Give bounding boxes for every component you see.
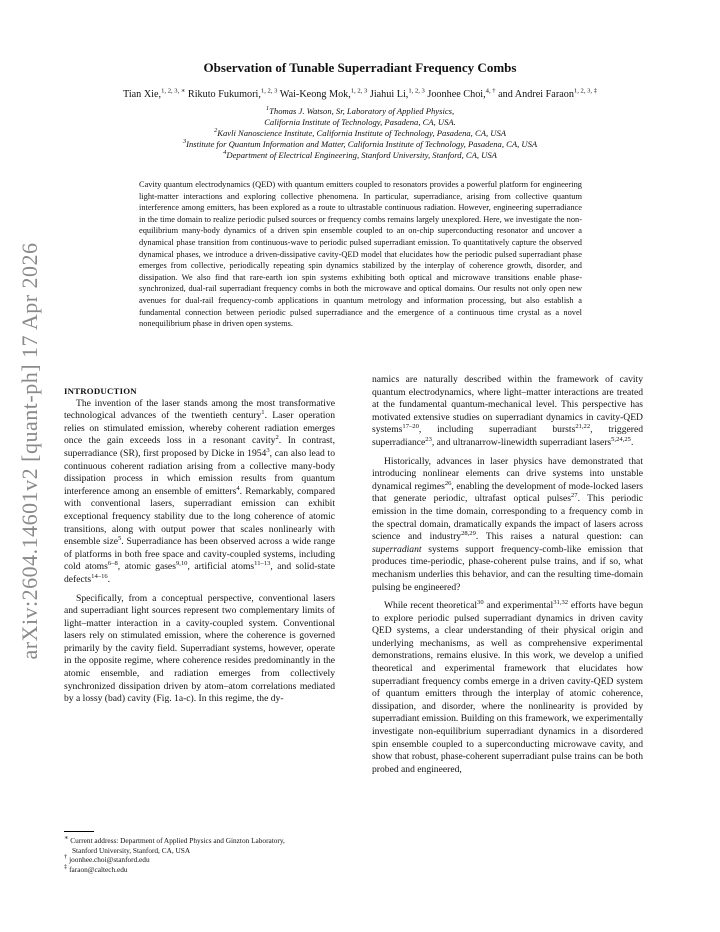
body-paragraph	[64, 398, 335, 587]
affiliation-line	[0, 128, 720, 139]
affiliation-number: 4	[223, 149, 227, 157]
text-run: , including superradiant bursts	[418, 424, 576, 436]
affiliation-text: Kavli Nanoscience Institute, California Institute of Technology, Pasadena, CA, USA	[217, 128, 507, 138]
text-run: Specifically, from a conceptual perspective, conventional lasers and superradiant light sources represent two complementary limits of light–matter interaction in a cavity-coupled system. Conventional lasers rely on stimulated emission, where the coherence is governed primarily by the cavity field. Superradiant systems, however, operate in the opposite regime, where coherence resides predominantly in the atomic ensemble, and radiation emerges from collectively synchronized dissipation driven by atom–atom correlations mediated by a lossy (bad) cavity (Fig. 1a-c). In this regime, the dy-	[64, 592, 335, 705]
text-run: .	[630, 436, 634, 448]
text-run: . This periodic emission in the time domain, corresponding to a frequency comb in the spectral domain, dramatically expands the impact of lasers across science and industry	[372, 493, 643, 543]
footnote	[64, 836, 354, 855]
footnote-text: Current address: Department of Applied Physics and Ginzton Laboratory,	[68, 836, 285, 845]
footnote-line	[64, 855, 354, 865]
text-run: systems support frequency-comb-like emission that produces time-periodic, phase-coherent pulse trains, and if so, what mechanism underlies this behavior, and can the resulting time-domain pulsing be engineered?	[372, 543, 643, 593]
text-run: , and ultranarrow-linewidth superradiant lasers	[431, 436, 612, 448]
right-column	[372, 374, 643, 776]
citation: 31,32	[553, 598, 569, 606]
author-affiliation-mark: 4, †	[485, 87, 496, 95]
citation: 11–13	[254, 560, 271, 568]
citation: 27	[570, 492, 578, 500]
citation: 9,10	[175, 560, 188, 568]
footnote	[64, 855, 354, 865]
citation: 14–16	[91, 572, 108, 580]
text-run: While recent theoretical	[384, 600, 478, 612]
text-run: .	[107, 573, 111, 585]
citation: 5	[117, 534, 122, 542]
paper-title: Observation of Tunable Superradiant Frequency Combs	[203, 60, 517, 75]
text-run: efforts have begun to explore periodic pulsed superradiant dynamics in driven cavity QED systems, a clear understanding of their physical origin and underlying mechanisms, as well as comprehensive experimental demonstrations, remains elusive. In this work, we develop a unified theoretical and experimental framework that elucidates how superradiant frequency combs emerge in a driven cavity-QED system of quantum emitters through the interplay of atomic coherence, dissipation, and disorder, where the nonlinearity is provided by superradiant emission. Building on this framework, we experimentally investigate non-equilibrium superradiant dynamics in a disordered spin ensemble coupled to a superconducting microwave cavity, and show that robust, phase-coherent superradiant pulse trains can be both probed and engineered,	[372, 600, 643, 775]
text-run: . This raises a natural question: can	[475, 531, 643, 543]
body-paragraph	[64, 593, 335, 706]
affiliation-line	[0, 139, 720, 150]
text-run: Historically, advances in laser physics have demonstrated that introducing nonlinear elements can drive systems into unstable dynamical regimes	[372, 455, 643, 492]
footnote-text: Stanford University, Stanford, CA, USA	[72, 845, 191, 855]
author-name: Rikuto Fukumori,	[185, 89, 261, 100]
affiliation-number: 1	[265, 105, 270, 113]
citation: 28,29	[461, 529, 476, 537]
left-paragraphs	[64, 398, 335, 706]
footnote-text: faraon@caltech.edu	[67, 864, 128, 874]
affiliation-line	[0, 117, 720, 128]
citation: 6–8	[107, 560, 118, 568]
affiliation-line	[0, 150, 720, 161]
footnotes	[64, 836, 354, 874]
text-run: and experimental	[483, 600, 554, 612]
text-run: , triggered superradiance	[372, 424, 643, 448]
citation: 4	[236, 484, 240, 492]
text-run: , atomic gases	[117, 561, 176, 573]
body-paragraph	[372, 456, 643, 595]
footnote-line	[64, 836, 354, 846]
footnote-line	[64, 865, 354, 875]
author-affiliation-mark: 1, 2, 3	[408, 87, 425, 95]
text-run: . In contrast, superradiance (SR), first proposed by Dicke in 1954	[64, 435, 335, 459]
affiliation-text: Department of Electrical Engineering, Stanford University, Stanford, CA, USA	[226, 150, 497, 160]
text-run: The invention of the laser stands among the most transformative technological advances of the twentieth century	[64, 397, 335, 422]
right-paragraphs	[372, 374, 643, 776]
citation: 23	[425, 435, 432, 443]
author-affiliation-mark: 1, 2, 3	[350, 87, 368, 95]
author-name: Tian Xie,	[122, 89, 162, 100]
text-run: , can also lead to continuous coherent radiation arising from a collective many-body dissipation process in which emission results from quantum interference among an ensemble of emitters	[64, 447, 335, 497]
citation: 5,24,25	[611, 435, 631, 443]
footnote	[64, 865, 354, 875]
citation: 30	[477, 598, 484, 606]
affiliation-text: California Institute of Technology, Pasadena, CA, USA.	[264, 117, 456, 127]
text-run: , artificial atoms	[187, 561, 255, 573]
footnote-rule	[64, 831, 94, 832]
footnote-mark: ‡	[64, 863, 68, 871]
body-paragraph	[372, 600, 643, 776]
body-paragraph	[372, 374, 643, 450]
footnote-mark: †	[64, 853, 68, 861]
footnote-mark: ∗	[64, 834, 69, 842]
footnote-line	[64, 846, 354, 856]
author-name: Joonhee Choi,	[424, 89, 486, 100]
text-run: . Laser operation relies on stimulated emission, whereby coherent radiation emerges once the gain exceeds loss in a resonant cavity	[64, 410, 335, 447]
author-affiliation-mark: 1, 2, 3, ∗	[161, 87, 186, 95]
left-column	[64, 385, 335, 706]
author-list	[0, 89, 720, 100]
text-run: , enabling the development of mode-locked lasers that generate periodic, ultrafast optical pulses	[372, 480, 643, 505]
text-run: , and solid-state defects	[64, 561, 335, 585]
author-name: Wai-Keong Mok,	[277, 89, 351, 100]
citation: 2	[275, 434, 279, 442]
affiliation-line	[0, 106, 720, 117]
citation: 3	[266, 446, 270, 454]
text-run: namics are naturally described within the framework of cavity quantum electrodynamics, where light–matter interactions are treated at the fundamental quantum-mechanical level. This perspective has motivated extensive studies on superradiant dynamics in cavity-QED systems	[372, 374, 643, 436]
citation: 1	[261, 409, 265, 416]
footnote-text: joonhee.choi@stanford.edu	[67, 855, 150, 865]
affiliation-text: Institute for Quantum Information and Matter, California Institute of Technology, Pasadena, CA, USA	[186, 139, 538, 149]
affiliation-number: 3	[182, 138, 187, 146]
author-name: Jiahui Li,	[367, 89, 409, 100]
affiliation-list	[0, 106, 720, 161]
affiliation-text: Thomas J. Watson, Sr, Laboratory of Applied Physics,	[269, 106, 455, 116]
text-run: . Superradiance has been observed across a wide range of platforms in both free space and cavity-coupled systems, including cold atoms	[64, 536, 335, 573]
citation: 21,22	[575, 423, 591, 431]
arxiv-identifier: arXiv:2604.14601v2 [quant-ph] 17 Apr 2026	[17, 242, 42, 660]
text-run: . Remarkably, compared with conventional lasers, superradiant emission can exhibit exceptional frequency stability due to the long coherence of atomic transitions, along with output power that scales nonlinearly with ensemble size	[64, 485, 335, 548]
author-name: and Andrei Faraon	[495, 89, 574, 100]
abstract: Cavity quantum electrodynamics (QED) with quantum emitters coupled to resonators provides a powerful platform for engineering light-matter interactions and exploring collective phenomena. In particular, superradiance, arising from collective quantum interference among emitters, has been explored as a route to ultrastable continuous radiation. However, engineering superradiance in the time domain to realize periodic pulsed sources or frequency combs remains largely unexplored. Here, we investigate the non-equilibrium many-body dynamics of a driven spin ensemble coupled to an on-chip superconducting resonator and uncover a dynamical phase transition from continuous-wave to periodic pulsed superradiant emission. To quantitatively capture the observed dynamical phases, we introduce a driven-dissipative cavity-QED model that elucidates how the periodic pulsed superradiant phase emerges from collective, periodically repeating spin dynamics stabilized by the interplay of coherence growth, disorder, and dissipation. We also find that rare-earth ion spin systems exhibiting both optical and microwave transitions enable phase-synchronized, dual-rail superradiant frequency combs in both the microwave and optical domains. Our results not only open new avenues for dual-rail frequency-comb applications in quantum metrology and information processing, but also establish a fundamental connection between periodic pulsed superradiance and the emergence of a continuous time crystal as a novel nonequilibrium phase in driven open systems.	[139, 180, 582, 329]
author-affiliation-mark: 1, 2, 3	[260, 87, 278, 95]
affiliation-number: 2	[213, 127, 218, 135]
section-heading: INTRODUCTION	[64, 386, 137, 396]
citation: 17–20	[402, 423, 419, 431]
citation: 26	[444, 479, 452, 487]
author-affiliation-mark: 1, 2, 3, ‡	[573, 87, 598, 95]
emphasis: superradiant	[372, 543, 422, 555]
